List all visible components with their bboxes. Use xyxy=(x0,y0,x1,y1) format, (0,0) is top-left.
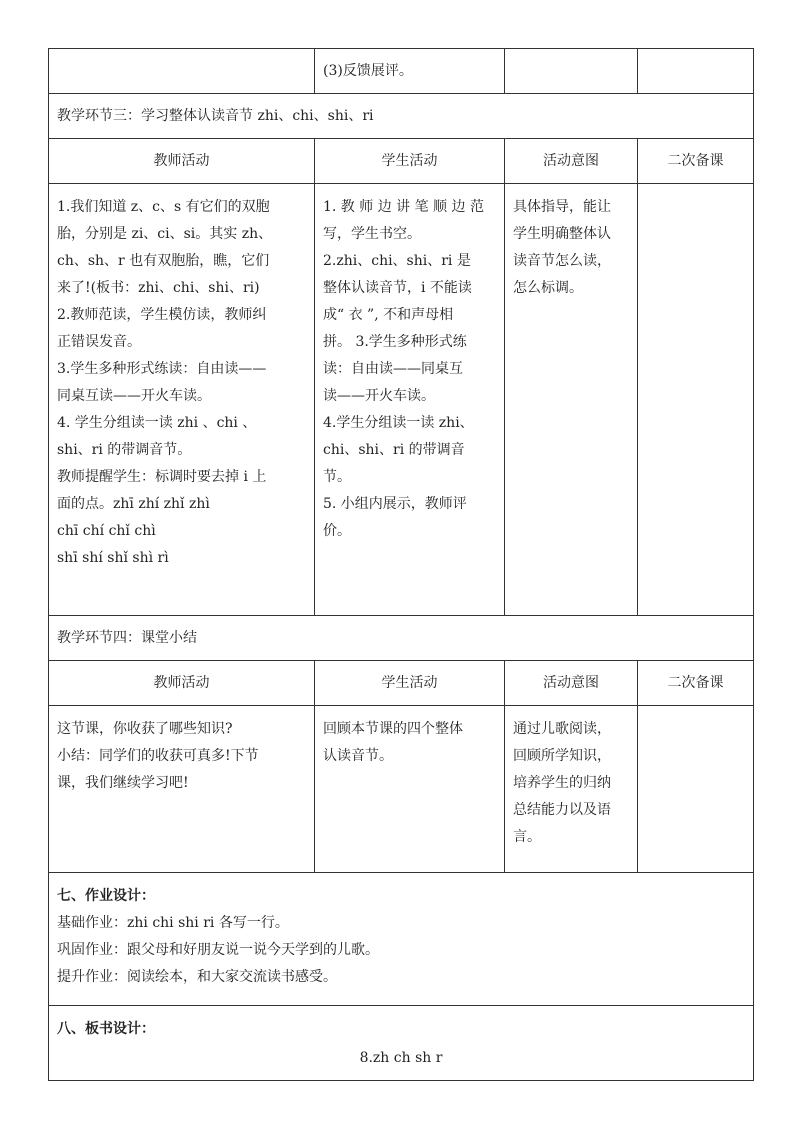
empty-cell xyxy=(638,49,754,94)
homework-consolidate: 巩固作业：跟父母和好朋友说一说今天学到的儿歌。 xyxy=(57,942,379,958)
text-line: 读——开火车读。 xyxy=(323,388,435,404)
text-line: 这节课，你收获了哪些知识? xyxy=(57,721,233,737)
text-line: 4. 学生分组读一读 zhi 、chi 、 xyxy=(57,415,257,431)
section4-activity-intent xyxy=(505,706,638,873)
text-line: 读音节怎么读， xyxy=(513,253,611,269)
homework-title: 七、作业设计： xyxy=(57,888,155,904)
text-line: 2.教师范读，学生模仿读，教师纠 xyxy=(57,307,267,323)
feedback-text: (3)反馈展评。 xyxy=(315,49,505,94)
homework-basic: 基础作业：zhi chi shi ri 各写一行。 xyxy=(57,915,289,931)
text-line: 怎么标调。 xyxy=(513,280,583,296)
homework-advanced: 提升作业：阅读绘本，和大家交流读书感受。 xyxy=(57,969,337,985)
section3-teacher-activity xyxy=(49,184,315,616)
section3-activity-intent xyxy=(505,184,638,616)
text-line: shi、ri 的带调音节。 xyxy=(57,442,192,458)
section3-content-row xyxy=(49,184,754,616)
header-activity-intent: 活动意图 xyxy=(505,661,638,706)
section3-title-row xyxy=(49,94,754,139)
text-line: chī chí chǐ chì xyxy=(57,523,156,539)
header-teacher-activity: 教师活动 xyxy=(49,139,315,184)
text-line: 读：自由读——同桌互 xyxy=(323,361,463,377)
text-line: 通过儿歌阅读， xyxy=(513,721,611,737)
text-line: 1. 教 师 边 讲 笔 顺 边 范 xyxy=(323,199,484,215)
header-activity-intent: 活动意图 xyxy=(505,139,638,184)
text-line: 胎，分别是 zi、ci、si。其实 zh、 xyxy=(57,226,273,242)
text-line: 2.zhi、chi、shi、ri 是 xyxy=(323,253,471,269)
section4-teacher-activity xyxy=(49,706,315,873)
text-line: 同桌互读——开火车读。 xyxy=(57,388,211,404)
section4-second-prep xyxy=(638,706,754,873)
section4-header-row xyxy=(49,661,754,706)
text-line: 写，学生书空。 xyxy=(323,226,421,242)
text-line: 5. 小组内展示，教师评 xyxy=(323,496,467,512)
header-student-activity: 学生活动 xyxy=(315,139,505,184)
lesson-plan-table xyxy=(48,48,754,1081)
text-line: 具体指导，能让 xyxy=(513,199,611,215)
text-line: 1.我们知道 z、c、s 有它们的双胞 xyxy=(57,199,270,215)
section4-content-row xyxy=(49,706,754,873)
section4-title: 教学环节四：课堂小结 xyxy=(49,616,754,661)
text-line: 小结：同学们的收获可真多!下节 xyxy=(57,748,259,764)
text-line: 价。 xyxy=(323,523,351,539)
text-line: 总结能力以及语 xyxy=(513,802,611,818)
board-row xyxy=(49,1006,754,1081)
text-line: 言。 xyxy=(513,829,541,845)
text-line: 课，我们继续学习吧! xyxy=(57,775,189,791)
section3-second-prep xyxy=(638,184,754,616)
text-line: 认读音节。 xyxy=(323,748,393,764)
header-student-activity: 学生活动 xyxy=(315,661,505,706)
board-content: 8.zh ch sh r xyxy=(359,1050,443,1066)
text-line: shī shí shǐ shì rì xyxy=(57,550,169,566)
text-line: 4.学生分组读一读 zhi、 xyxy=(323,415,474,431)
text-line: 教师提醒学生：标调时要去掉 i 上 xyxy=(57,469,267,485)
text-line: 回顾所学知识， xyxy=(513,748,611,764)
board-section xyxy=(49,1006,754,1081)
text-line: 节。 xyxy=(323,469,351,485)
section3-student-activity xyxy=(315,184,505,616)
empty-cell xyxy=(505,49,638,94)
text-line: 拼。 3.学生多种形式练 xyxy=(323,334,467,350)
text-line: chi、shi、ri 的带调音 xyxy=(323,442,465,458)
text-line: 回顾本节课的四个整体 xyxy=(323,721,463,737)
section3-header-row xyxy=(49,139,754,184)
text-line: 3.学生多种形式练读：自由读—— xyxy=(57,361,267,377)
header-second-prep: 二次备课 xyxy=(638,661,754,706)
section3-title: 教学环节三：学习整体认读音节 zhi、chi、shi、ri xyxy=(49,94,754,139)
text-line: 正错误发音。 xyxy=(57,334,141,350)
text-line: 学生明确整体认 xyxy=(513,226,611,242)
header-second-prep: 二次备课 xyxy=(638,139,754,184)
text-line: 面的点。zhī zhí zhǐ zhì xyxy=(57,496,210,512)
empty-cell xyxy=(49,49,315,94)
text-line: 培养学生的归纳 xyxy=(513,775,611,791)
text-line: 来了!(板书：zhi、chi、shi、ri) xyxy=(57,280,260,296)
board-title: 八、板书设计： xyxy=(57,1021,155,1037)
header-teacher-activity: 教师活动 xyxy=(49,661,315,706)
text-line: 整体认读音节，i 不能读 xyxy=(323,280,472,296)
section4-student-activity xyxy=(315,706,505,873)
text-line: ch、sh、r 也有双胞胎，瞧，它们 xyxy=(57,253,270,269)
homework-row xyxy=(49,873,754,1006)
feedback-row xyxy=(49,49,754,94)
section4-title-row xyxy=(49,616,754,661)
homework-section xyxy=(49,873,754,1006)
text-line: 成“ 衣 ”, 不和声母相 xyxy=(323,307,454,323)
